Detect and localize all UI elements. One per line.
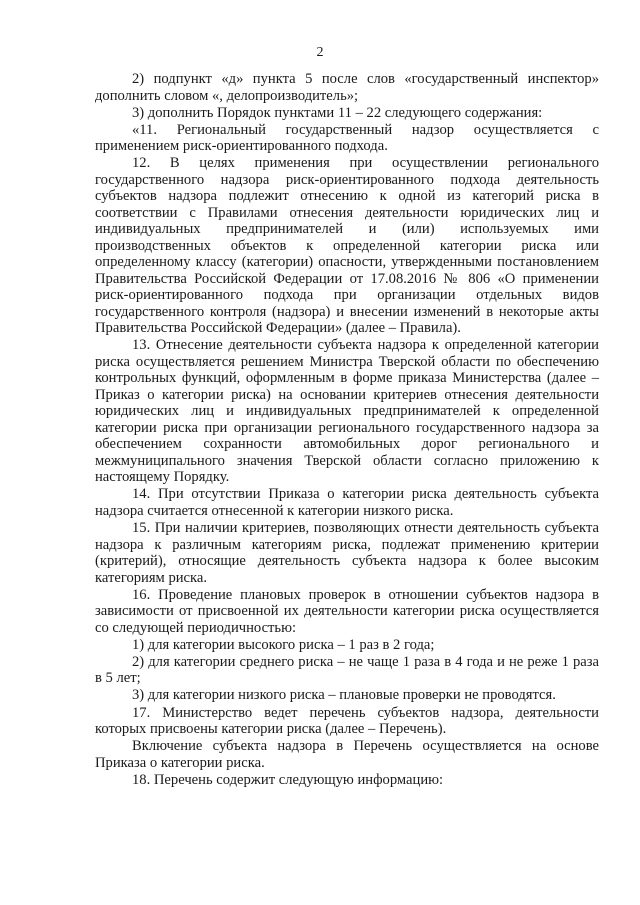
paragraph-clause-12: 12. В целях применения при осуществлении регионального государственного надзора риск-ориентированного подхода деятельность субъектов надзора подлежит отнесению к одной из категорий риска в соответствии с Правилами отнесения деятельности юридических лиц и индивидуальных предпринимателей и (или) используемых ими производственных объектов к определенной категории риска или определенному классу (категории) опасности, утвержденными постановлением Правительства Российской Федерации от 17.08.2016 № 806 «О применении риск-ориентированного подхода при организации отдельных видов государственного контроля (надзора) и внесении изменений в некоторые акты Правительства Российской Федерации» (далее – Правила). [95, 155, 599, 337]
paragraph-clause-11: «11. Региональный государственный надзор осуществляется с применением риск-ориентированного подхода. [95, 121, 599, 155]
page-number: 2 [316, 45, 324, 60]
paragraph-clause-16: 16. Проведение плановых проверок в отношении субъектов надзора в зависимости от присвоенной их деятельности категории риска осуществляется со следующей периодичностью: [95, 586, 599, 636]
paragraph-clause-17-inclusion: Включение субъекта надзора в Перечень осуществляется на основе Приказа о категории риска. [95, 738, 599, 771]
paragraph-item-3: 3) дополнить Порядок пунктами 11 – 22 следующего содержания: [132, 104, 543, 121]
paragraph-clause-18: 18. Перечень содержит следующую информацию: [132, 771, 444, 788]
paragraph-clause-16-item-2: 2) для категории среднего риска – не чаще 1 раза в 4 года и не реже 1 раза в 5 лет; [95, 653, 599, 687]
paragraph-clause-17: 17. Министерство ведет перечень субъектов надзора, деятельности которых присвоены категории риска (далее – Перечень). [95, 704, 599, 738]
paragraph-clause-16-item-3: 3) для категории низкого риска – плановые проверки не проводятся. [132, 687, 556, 704]
document-body [95, 71, 599, 788]
paragraph-clause-16-item-1: 1) для категории высокого риска – 1 раз в 2 года; [132, 636, 435, 653]
paragraph-clause-15: 15. При наличии критериев, позволяющих отнести деятельность субъекта надзора к различным категориям риска, подлежат применению критерии (критерий), относящие деятельность субъекта надзора к более высоким категориям риска. [95, 520, 599, 586]
paragraph-clause-14: 14. При отсутствии Приказа о категории риска деятельность субъекта надзора считается отнесенной к категории низкого риска. [95, 486, 599, 519]
paragraph-clause-13: 13. Отнесение деятельности субъекта надзора к определенной категории риска осуществляется решением Министра Тверской области по обеспечению контрольных функций, оформленным в форме приказа Министерства (далее – Приказ о категории риска) на основании критериев отнесения деятельности юридических лиц и индивидуальных предпринимателей к определенной категории риска при организации регионального государственного надзора за обеспечением сохранности автомобильных дорог регионального и межмуниципального значения Тверской области согласно приложению к настоящему Порядку. [95, 337, 599, 486]
paragraph-item-2: 2) подпункт «д» пункта 5 после слов «государственный инспектор» дополнить словом «, делопроизводитель»; [95, 71, 599, 104]
